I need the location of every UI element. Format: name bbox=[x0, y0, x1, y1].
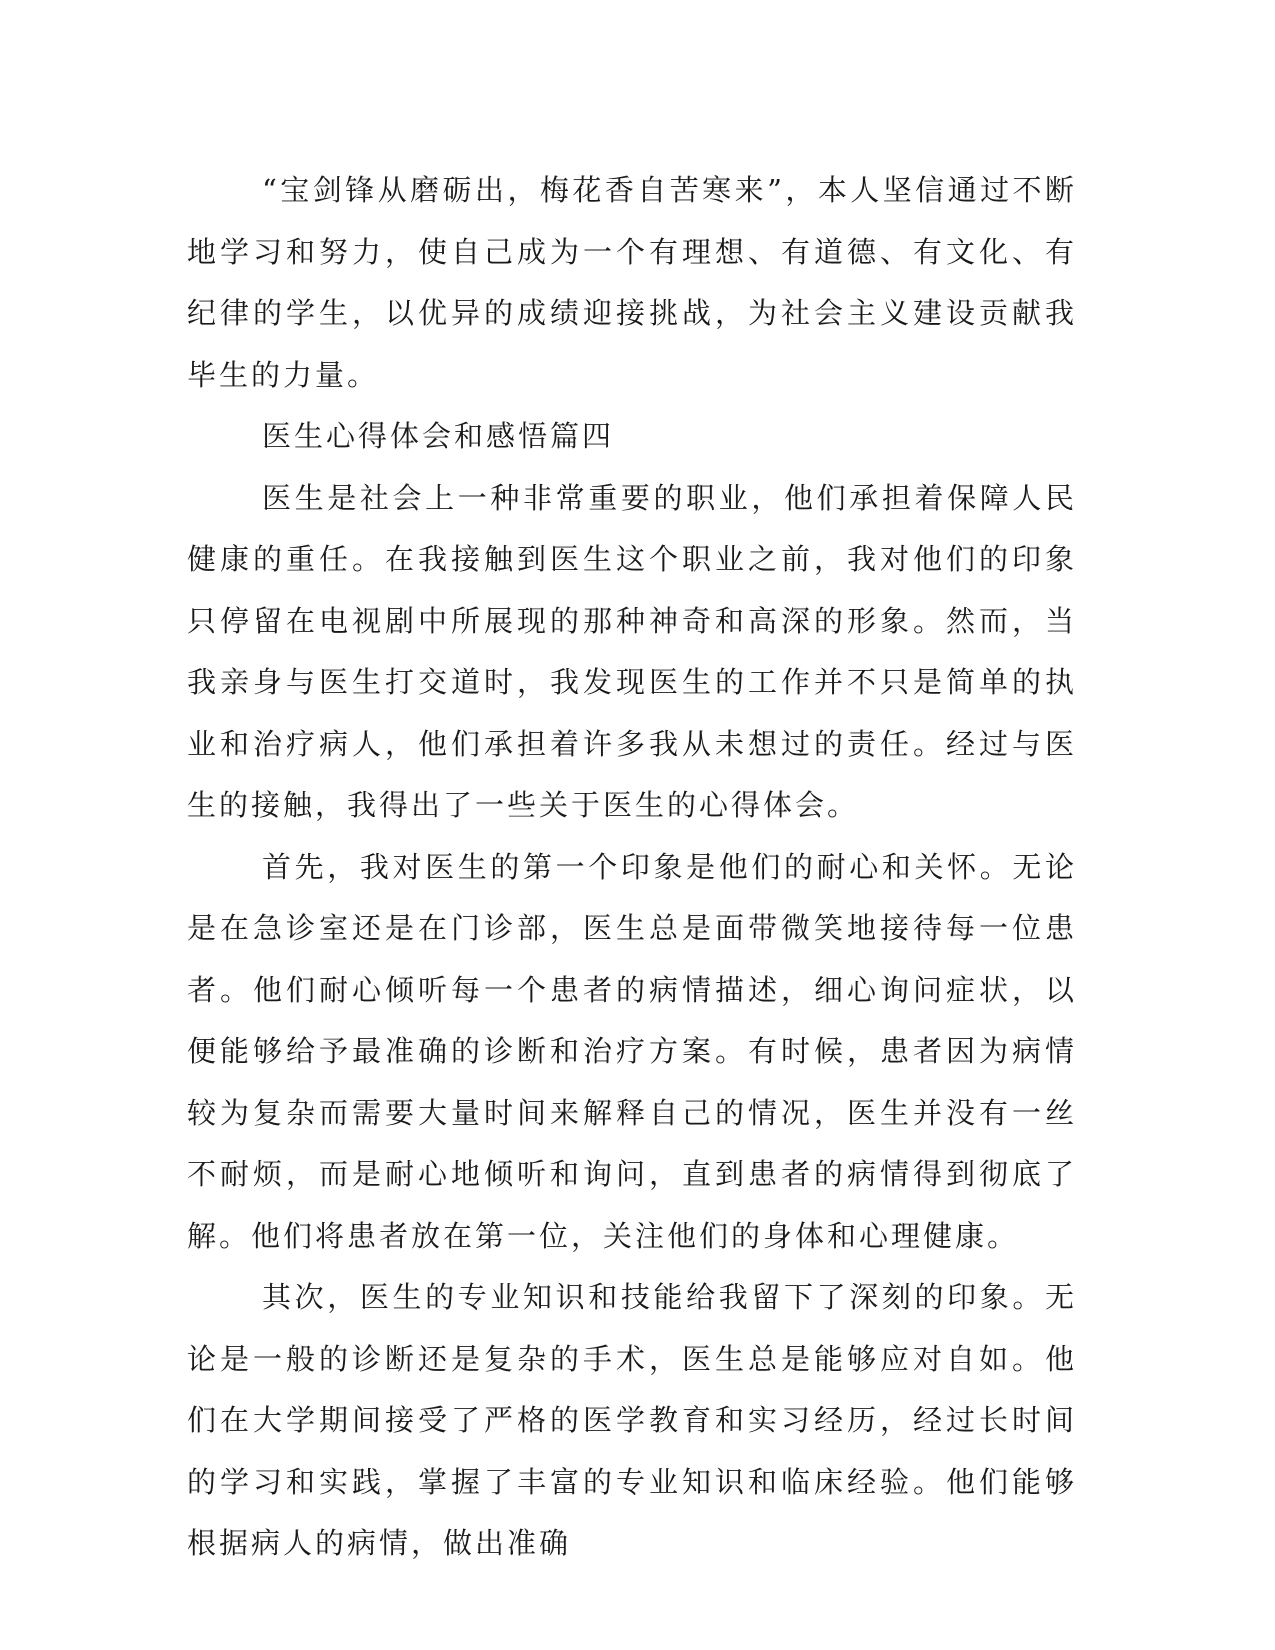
paragraph-intro: 医生是社会上一种非常重要的职业，他们承担着保障人民健康的重任。在我接触到医生这个职业之前，我对他们的印象只停留在电视剧中所展现的那种神奇和高深的形象。然而，当我亲身与医生打交道时，我发现医生的工作并不只是简单的执业和治疗病人，他们承担着许多我从未想过的责任。经过与医生的接触，我得出了一些关于医生的心得体会。 bbox=[187, 480, 1077, 822]
paragraph-second-point: 其次，医生的专业知识和技能给我留下了深刻的印象。无论是一般的诊断还是复杂的手术，医生总是能够应对自如。他们在大学期间接受了严格的医学教育和实习经历，经过长时间的学习和实践，掌握了丰富的专业知识和临床经验。他们能够根据病人的病情，做出准确 bbox=[187, 1280, 1077, 1560]
paragraph-closing-quote: “宝剑锋从磨砺出，梅花香自苦寒来”，本人坚信通过不断地学习和努力，使自己成为一个有理想、有道德、有文化、有纪律的学生，以优异的成绩迎接挑战，为社会主义建设贡献我毕生的力量。 bbox=[187, 173, 1077, 392]
document-body bbox=[187, 160, 1077, 1575]
section-heading: 医生心得体会和感悟篇四 bbox=[262, 419, 615, 453]
paragraph-first-point: 首先，我对医生的第一个印象是他们的耐心和关怀。无论是在急诊室还是在门诊部，医生总是面带微笑地接待每一位患者。他们耐心倾听每一个患者的病情描述，细心询问症状，以便能够给予最准确的诊断和治疗方案。有时候，患者因为病情较为复杂而需要大量时间来解释自己的情况，医生并没有一丝不耐烦，而是耐心地倾听和询问，直到患者的病情得到彻底了解。他们将患者放在第一位，关注他们的身体和心理健康。 bbox=[187, 849, 1077, 1253]
